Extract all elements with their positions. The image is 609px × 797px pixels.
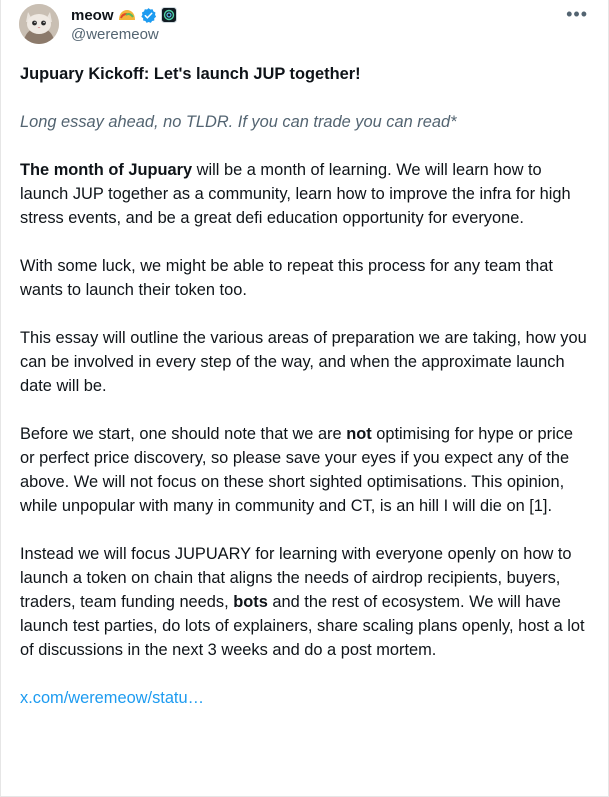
paragraph-5 [20,542,592,662]
more-options-button[interactable]: ••• [566,4,588,24]
author-handle[interactable]: @weremeow [71,26,159,43]
paragraph-1-bold: The month of Jupuary [20,161,193,179]
taco-emoji-icon [118,7,136,23]
paragraph-4 [20,422,592,518]
paragraph-3: This essay will outline the various areas of preparation we are taking, how you can be involved in every step of the way, and when the approximate launch date will be. [20,329,587,395]
affiliate-badge-icon [161,7,177,23]
avatar[interactable] [19,4,59,44]
author-name[interactable]: meow [71,6,114,24]
post-link[interactable]: x.com/weremeow/statu… [20,689,204,707]
cat-avatar-icon [19,4,59,44]
post-intro: Long essay ahead, no TLDR. If you can trade you can read* [20,113,457,131]
paragraph-5-bold: bots [233,593,268,611]
author-name-row[interactable] [71,5,177,25]
paragraph-4-before: Before we start, one should note that we are [20,425,347,443]
paragraph-5-before: Instead we will focus JUPUARY for learning with everyone openly on how to launch a token on chain that aligns the needs of airdrop recipients, buyers, traders, team funding needs, [20,545,572,611]
post-title: Jupuary Kickoff: Let's launch JUP together! [20,65,361,83]
paragraph-4-bold: not [346,425,372,443]
paragraph-2: With some luck, we might be able to repeat this process for any team that wants to launch their token too. [20,257,553,299]
post-body [20,62,592,734]
verified-check-icon [140,7,157,24]
paragraph-4-after: optimising for hype or price or perfect price discovery, so please save your eyes if you expect any of the above. We will not focus on these short sighted optimisations. This opinion, while unpopular with many in community and CT, is an hill I will die on [1]. [20,425,574,515]
paragraph-1 [20,158,592,230]
paragraph-1-text: will be a month of learning. We will learn how to launch JUP together as a community, learn how to improve the infra for high stress events, and be a great defi education opportunity for everyone. [20,161,571,227]
paragraph-5-after: and the rest of ecosystem. We will have launch test parties, do lots of explainers, share scaling plans openly, host a lot of discussions in the next 3 weeks and do a post mortem. [20,593,585,659]
